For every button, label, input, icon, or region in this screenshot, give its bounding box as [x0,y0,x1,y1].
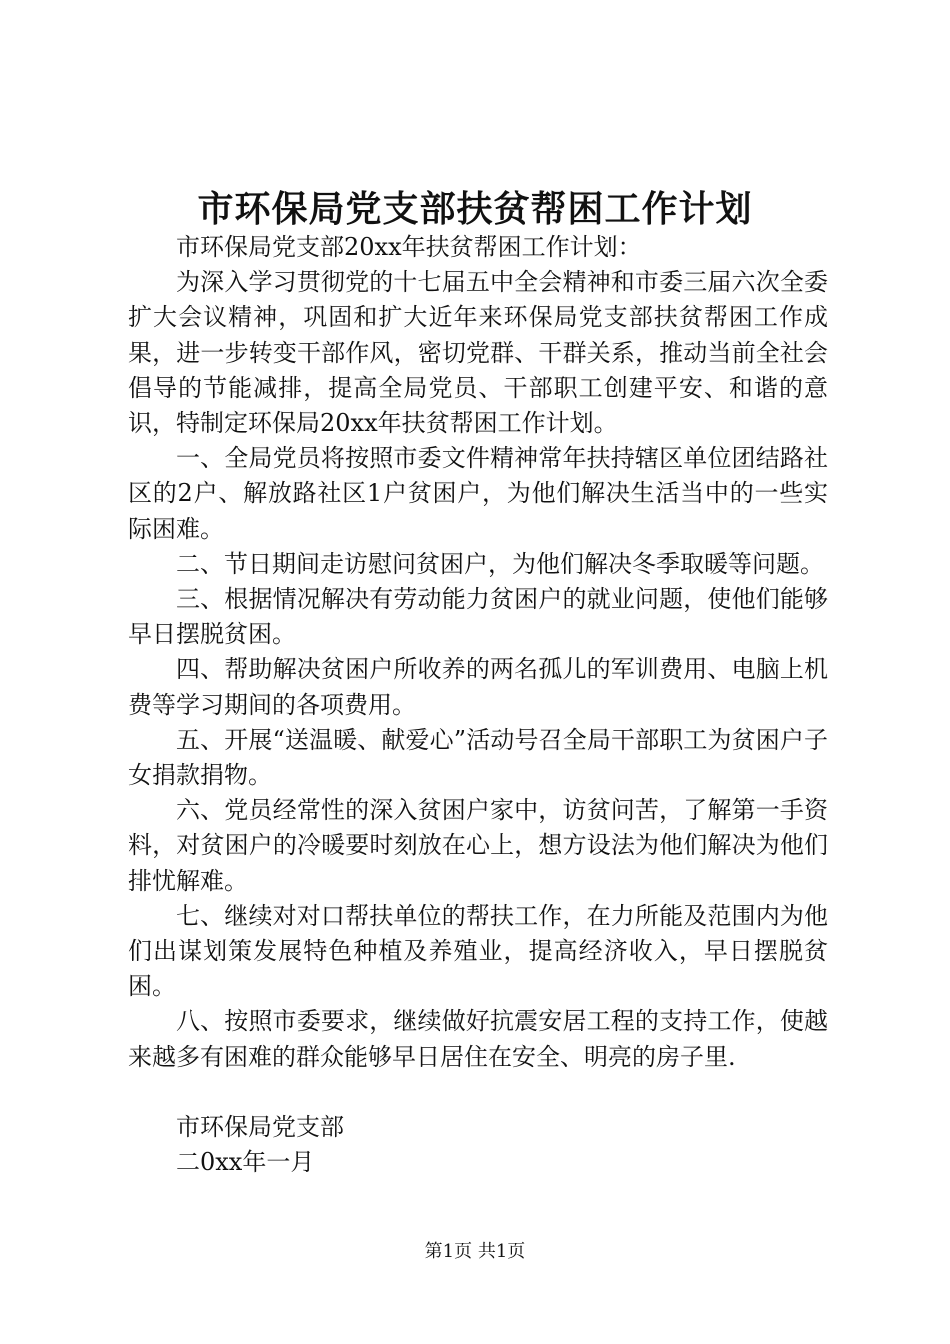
paragraph-item-1: 一、全局党员将按照市委文件精神常年扶持辖区单位团结路社区的2户、解放路社区1户贫困户，为他们解决生活当中的一些实际困难。 [128,444,828,543]
paragraph-item-5: 五、开展“送温暖、献爱心”活动号召全局干部职工为贫困户子女捐款捐物。 [128,725,828,790]
paragraph-item-4: 四、帮助解决贫困户所收养的两名孤儿的军训费用、电脑上机费等学习期间的各项费用。 [128,655,828,719]
paragraph-item-3: 三、根据情况解决有劳动能力贫困户的就业问题，使他们能够早日摆脱贫困。 [128,585,828,649]
page-number: 第1页 共1页 [424,1241,526,1262]
blank-line [128,1075,828,1110]
paragraph-item-7: 七、继续对对口帮扶单位的帮扶工作，在力所能及范围内为他们出谋划策发展特色种植及养殖业，提高经济收入，早日摆脱贫困。 [128,901,828,1001]
document-body [128,230,828,1180]
paragraph-item-2: 二、节日期间走访慰问贫困户，为他们解决冬季取暖等问题。 [176,549,824,578]
paragraph-item-6: 六、党员经常性的深入贫困户家中，访贫问苦，了解第一手资料，对贫困户的冷暖要时刻放在心上，想方设法为他们解决为他们排忧解难。 [128,796,828,895]
document-title: 市环保局党支部扶贫帮困工作计划 [197,188,753,230]
paragraph-item-8: 八、按照市委要求，继续做好抗震安居工程的支持工作，使越来越多有困难的群众能够早日居住在安全、明亮的房子里. [128,1007,828,1071]
paragraph-preface: 为深入学习贯彻党的十七届五中全会精神和市委三届六次全委扩大会议精神，巩固和扩大近年来环保局党支部扶贫帮困工作成果，进一步转变干部作风，密切党群、干群关系，推动当前全社会倡导的节能减排，提高全局党员、干部职工创建平安、和谐的意识，特制定环保局20xx年扶贫帮困工作计划。 [128,268,828,438]
intro-line: 市环保局党支部20xx年扶贫帮困工作计划： [176,233,642,261]
document-date: 二0xx年一月 [176,1148,315,1177]
signature: 市环保局党支部 [176,1112,344,1141]
